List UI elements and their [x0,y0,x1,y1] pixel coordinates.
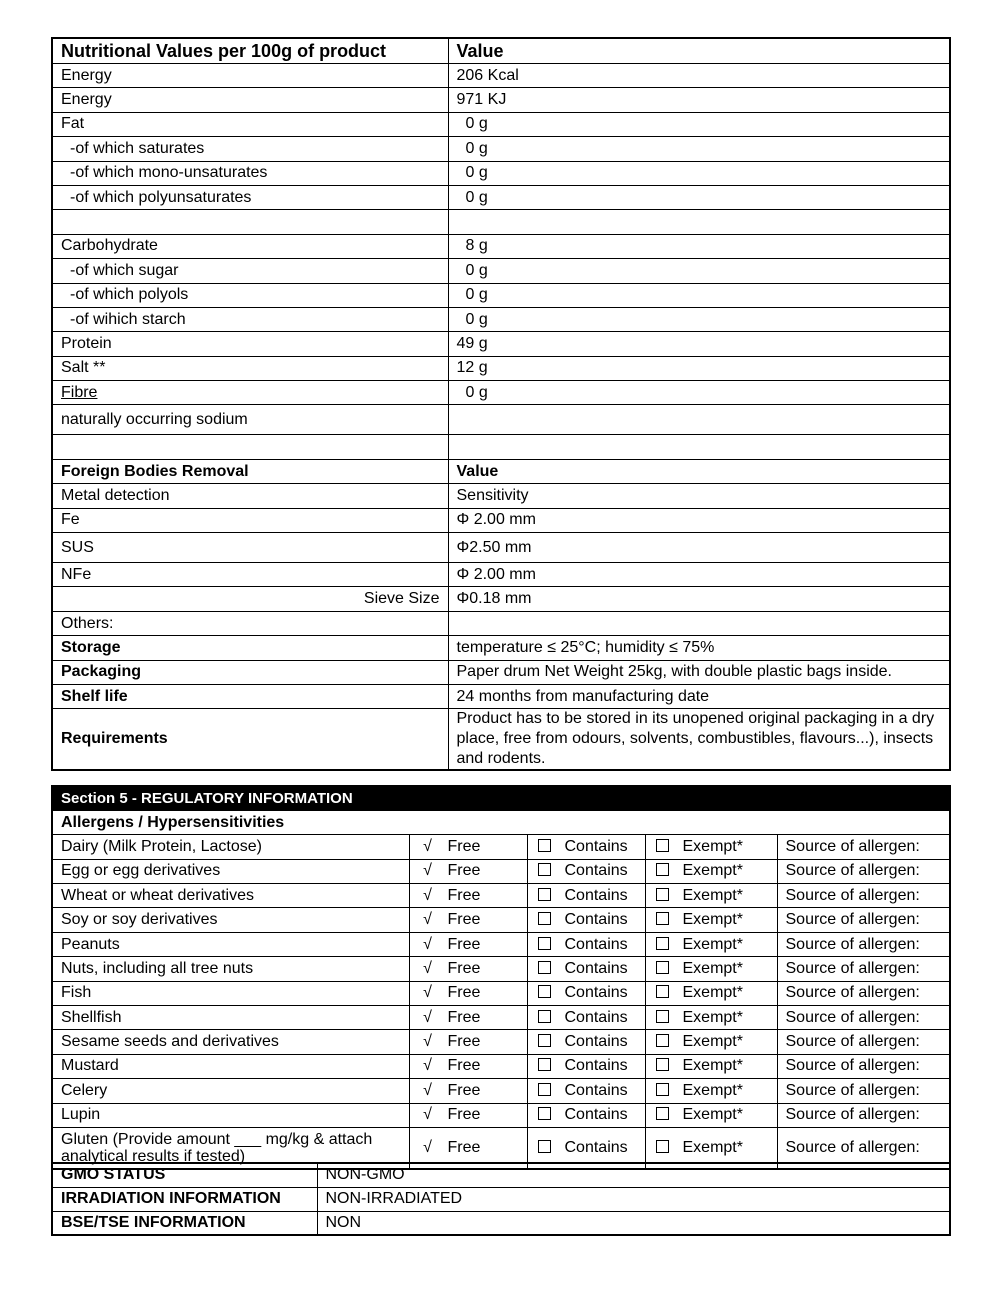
contains-cell[interactable] [527,1030,645,1054]
table-row [52,381,950,405]
table-row [52,709,950,771]
free-cell[interactable] [409,835,527,859]
nutrient-label: naturally occurring sodium [52,405,448,435]
nutrient-value: 0 g [448,112,950,136]
allergen-name: Wheat or wheat derivatives [52,884,409,908]
table-row [52,1187,950,1211]
gmo-label: GMO STATUS [52,1163,317,1187]
exempt-cell[interactable] [645,884,777,908]
table-row [52,508,950,532]
allergen-name: Dairy (Milk Protein, Lactose) [52,835,409,859]
allergen-name: Sesame seeds and derivatives [52,1030,409,1054]
foreign-body-value: Φ0.18 mm [448,587,950,611]
checkbox-icon[interactable] [656,961,669,974]
table-row [52,112,950,136]
allergen-row [52,859,950,883]
free-cell[interactable] [409,908,527,932]
nutrient-value: 0 g [448,259,950,283]
check-mark-icon: √ [423,935,432,953]
contains-cell[interactable] [527,884,645,908]
allergen-name: Lupin [52,1103,409,1127]
free-cell[interactable] [409,1103,527,1127]
contains-cell[interactable] [527,835,645,859]
check-mark-icon: √ [423,1008,432,1026]
nutrient-value: 8 g [448,234,950,258]
check-mark-icon: √ [423,1057,432,1075]
source-cell: Source of allergen: [777,932,950,956]
nutrient-value: 971 KJ [448,88,950,112]
nutrient-label: Fat [52,112,448,136]
contains-cell[interactable] [527,1079,645,1103]
contains-label: Contains [564,984,628,1002]
free-label: Free [447,837,481,855]
checkbox-icon[interactable] [656,888,669,901]
source-cell: Source of allergen: [777,859,950,883]
nutrient-label: Salt ** [52,356,448,380]
free-label: Free [447,886,481,904]
contains-cell[interactable] [527,1103,645,1127]
free-cell[interactable] [409,1054,527,1078]
exempt-label: Exempt* [682,911,743,929]
nutrient-label: -of which polyols [52,283,448,307]
allergen-name: Mustard [52,1054,409,1078]
table-row [52,234,950,258]
foreign-bodies-header-label: Foreign Bodies Removal [52,459,448,483]
exempt-cell[interactable] [645,835,777,859]
gmo-value: NON-GMO [317,1163,950,1187]
checkbox-icon[interactable] [538,863,551,876]
checkbox-icon[interactable] [538,839,551,852]
table-row [52,484,950,508]
free-label: Free [447,1008,481,1026]
foreign-body-label: NFe [52,563,448,587]
check-mark-icon: √ [423,886,432,904]
foreign-body-value: Φ2.50 mm [448,533,950,563]
table-row [52,636,950,660]
allergen-name: Gluten (Provide amount ___ mg/kg & attach analytical results if tested) [52,1127,409,1169]
nutrition-header-label: Nutritional Values per 100g of product [52,38,448,64]
free-label: Free [447,1057,481,1075]
check-mark-icon: √ [423,862,432,880]
free-label: Free [447,984,481,1002]
allergen-row [52,908,950,932]
exempt-label: Exempt* [682,984,743,1002]
table-row [52,405,950,435]
contains-cell[interactable] [527,908,645,932]
checkbox-icon[interactable] [538,888,551,901]
requirements-value: Product has to be stored in its unopened original packaging in a dry place, free from odours, solvents, combustibles, flavours...), insects and rodents. [448,709,950,771]
exempt-label: Exempt* [682,1008,743,1026]
exempt-label: Exempt* [682,935,743,953]
nutrient-value [448,210,950,234]
table-row [52,611,950,635]
table-row [52,88,950,112]
nutrient-value [448,435,950,459]
contains-cell[interactable] [527,859,645,883]
checkbox-icon[interactable] [538,1034,551,1047]
foreign-body-value [448,611,950,635]
contains-label: Contains [564,935,628,953]
table-row [52,259,950,283]
checkbox-icon[interactable] [656,1083,669,1096]
source-cell: Source of allergen: [777,884,950,908]
checkbox-icon[interactable] [538,1083,551,1096]
check-mark-icon: √ [423,959,432,977]
exempt-label: Exempt* [682,959,743,977]
check-mark-icon: √ [423,1081,432,1099]
shelf-life-value: 24 months from manufacturing date [448,684,950,708]
nutrient-label: -of which mono-unsaturates [52,161,448,185]
nutrient-label: -of which saturates [52,137,448,161]
nutrient-value [448,405,950,435]
contains-label: Contains [564,1057,628,1075]
contains-cell[interactable] [527,957,645,981]
free-label: Free [447,1081,481,1099]
nutrient-label [52,210,448,234]
nutrient-label [52,381,448,405]
table-row [52,684,950,708]
free-label: Free [447,911,481,929]
free-cell[interactable] [409,1030,527,1054]
free-cell[interactable] [409,859,527,883]
table-row [52,1211,950,1235]
nutrient-value: 0 g [448,137,950,161]
contains-label: Contains [564,1106,628,1124]
allergen-name: Nuts, including all tree nuts [52,957,409,981]
exempt-label: Exempt* [682,1057,743,1075]
contains-label: Contains [564,1008,628,1026]
table-row [52,64,950,88]
foreign-body-label: Metal detection [52,484,448,508]
nutrient-value: 0 g [448,283,950,307]
exempt-cell[interactable] [645,957,777,981]
contains-label: Contains [564,1033,628,1051]
checkbox-icon[interactable] [538,1107,551,1120]
checkbox-icon[interactable] [656,937,669,950]
allergen-name: Celery [52,1079,409,1103]
checkbox-icon[interactable] [656,985,669,998]
check-mark-icon: √ [423,1033,432,1051]
free-cell[interactable] [409,981,527,1005]
exempt-label: Exempt* [682,1138,743,1156]
nutrient-value: 0 g [448,381,950,405]
table-row [52,587,950,611]
nutrient-label: -of which polyunsaturates [52,185,448,209]
foreign-body-value: Sensitivity [448,484,950,508]
nutrient-label: Protein [52,332,448,356]
foreign-bodies-header-value: Value [448,459,950,483]
requirements-label: Requirements [52,709,448,771]
allergen-name: Fish [52,981,409,1005]
table-row [52,185,950,209]
checkbox-icon[interactable] [538,1010,551,1023]
allergen-list [52,835,950,1169]
foreign-body-label: Fe [52,508,448,532]
table-row [52,356,950,380]
exempt-cell[interactable] [645,1079,777,1103]
source-cell: Source of allergen: [777,1127,950,1169]
checkbox-icon[interactable] [656,863,669,876]
contains-label: Contains [564,862,628,880]
checkbox-icon[interactable] [656,839,669,852]
source-cell: Source of allergen: [777,835,950,859]
exempt-cell[interactable] [645,981,777,1005]
checkbox-icon[interactable] [538,1058,551,1071]
section-title: Section 5 - REGULATORY INFORMATION [52,786,950,810]
contains-cell[interactable] [527,932,645,956]
contains-label: Contains [564,1138,628,1156]
free-label: Free [447,959,481,977]
exempt-label: Exempt* [682,1106,743,1124]
contains-label: Contains [564,911,628,929]
checkbox-icon[interactable] [656,1034,669,1047]
exempt-cell[interactable] [645,1103,777,1127]
allergen-name: Egg or egg derivatives [52,859,409,883]
check-mark-icon: √ [423,1138,432,1156]
checkbox-icon[interactable] [656,912,669,925]
info-table [51,1162,951,1236]
exempt-label: Exempt* [682,886,743,904]
contains-cell[interactable] [527,981,645,1005]
free-label: Free [447,1033,481,1051]
exempt-cell[interactable] [645,908,777,932]
exempt-label: Exempt* [682,862,743,880]
contains-label: Contains [564,1081,628,1099]
table-row [52,283,950,307]
nutrient-label: Carbohydrate [52,234,448,258]
bse-label: BSE/TSE INFORMATION [52,1211,317,1235]
nutrient-value: 12 g [448,356,950,380]
checkbox-icon[interactable] [656,1058,669,1071]
source-cell: Source of allergen: [777,957,950,981]
checkbox-icon[interactable] [538,937,551,950]
table-row [52,137,950,161]
table-header-row [52,38,950,64]
free-label: Free [447,935,481,953]
checkbox-icon[interactable] [538,1140,551,1153]
check-mark-icon: √ [423,984,432,1002]
contains-cell[interactable] [527,1006,645,1030]
table-row [52,1163,950,1187]
free-label: Free [447,1138,481,1156]
free-cell[interactable] [409,1079,527,1103]
allergen-name: Shellfish [52,1006,409,1030]
fibre-label: Fibre [61,383,98,401]
table-row-empty [52,210,950,234]
exempt-cell[interactable] [645,859,777,883]
nutrient-value: 206 Kcal [448,64,950,88]
allergens-header-row [52,810,950,834]
shelf-life-label: Shelf life [52,684,448,708]
contains-label: Contains [564,886,628,904]
storage-value: temperature ≤ 25°C; humidity ≤ 75% [448,636,950,660]
allergen-row [52,981,950,1005]
checkbox-icon[interactable] [656,1107,669,1120]
foreign-body-label: SUS [52,533,448,563]
allergen-name: Peanuts [52,932,409,956]
section-header-row [52,786,950,810]
allergen-row [52,1079,950,1103]
packaging-label: Packaging [52,660,448,684]
exempt-label: Exempt* [682,1033,743,1051]
allergen-row [52,884,950,908]
allergen-row [52,1054,950,1078]
source-cell: Source of allergen: [777,908,950,932]
allergen-name: Soy or soy derivatives [52,908,409,932]
nutrient-value: 49 g [448,332,950,356]
regulatory-table [51,785,951,1170]
source-cell: Source of allergen: [777,1006,950,1030]
table-row [52,660,950,684]
allergen-row [52,957,950,981]
table-row [52,533,950,563]
nutrition-table [51,37,951,771]
allergen-row [52,1030,950,1054]
table-row [52,307,950,331]
table-row [52,563,950,587]
foreign-body-label: Sieve Size [52,587,448,611]
exempt-label: Exempt* [682,837,743,855]
bse-value: NON [317,1211,950,1235]
free-cell[interactable] [409,957,527,981]
checkbox-icon[interactable] [656,1010,669,1023]
exempt-label: Exempt* [682,1081,743,1099]
free-cell[interactable] [409,932,527,956]
checkbox-icon[interactable] [538,961,551,974]
exempt-cell[interactable] [645,1006,777,1030]
allergen-row [52,932,950,956]
nutrient-label [52,435,448,459]
nutrient-label: -of which sugar [52,259,448,283]
allergen-row [52,1103,950,1127]
storage-label: Storage [52,636,448,660]
exempt-cell[interactable] [645,1030,777,1054]
allergens-header: Allergens / Hypersensitivities [52,810,950,834]
check-mark-icon: √ [423,1106,432,1124]
table-row [52,161,950,185]
packaging-value: Paper drum Net Weight 25kg, with double plastic bags inside. [448,660,950,684]
contains-label: Contains [564,837,628,855]
foreign-body-value: Φ 2.00 mm [448,563,950,587]
check-mark-icon: √ [423,837,432,855]
source-cell: Source of allergen: [777,1103,950,1127]
exempt-cell[interactable] [645,932,777,956]
checkbox-icon[interactable] [656,1140,669,1153]
allergen-row [52,835,950,859]
free-label: Free [447,1106,481,1124]
foreign-body-label: Others: [52,611,448,635]
contains-label: Contains [564,959,628,977]
nutrient-label: Energy [52,64,448,88]
checkbox-icon[interactable] [538,912,551,925]
nutrient-label: -of wihich starch [52,307,448,331]
nutrient-label: Energy [52,88,448,112]
source-cell: Source of allergen: [777,1079,950,1103]
contains-cell[interactable] [527,1054,645,1078]
source-cell: Source of allergen: [777,1030,950,1054]
foreign-bodies-header-row [52,459,950,483]
checkbox-icon[interactable] [538,985,551,998]
free-cell[interactable] [409,884,527,908]
allergen-row [52,1006,950,1030]
check-mark-icon: √ [423,911,432,929]
source-cell: Source of allergen: [777,1054,950,1078]
nutrition-header-value: Value [448,38,950,64]
table-row [52,332,950,356]
nutrient-value: 0 g [448,161,950,185]
irradiation-label: IRRADIATION INFORMATION [52,1187,317,1211]
table-row-empty [52,435,950,459]
nutrient-value: 0 g [448,307,950,331]
foreign-body-value: Φ 2.00 mm [448,508,950,532]
free-cell[interactable] [409,1006,527,1030]
source-cell: Source of allergen: [777,981,950,1005]
nutrient-value: 0 g [448,185,950,209]
free-label: Free [447,862,481,880]
exempt-cell[interactable] [645,1054,777,1078]
irradiation-value: NON-IRRADIATED [317,1187,950,1211]
